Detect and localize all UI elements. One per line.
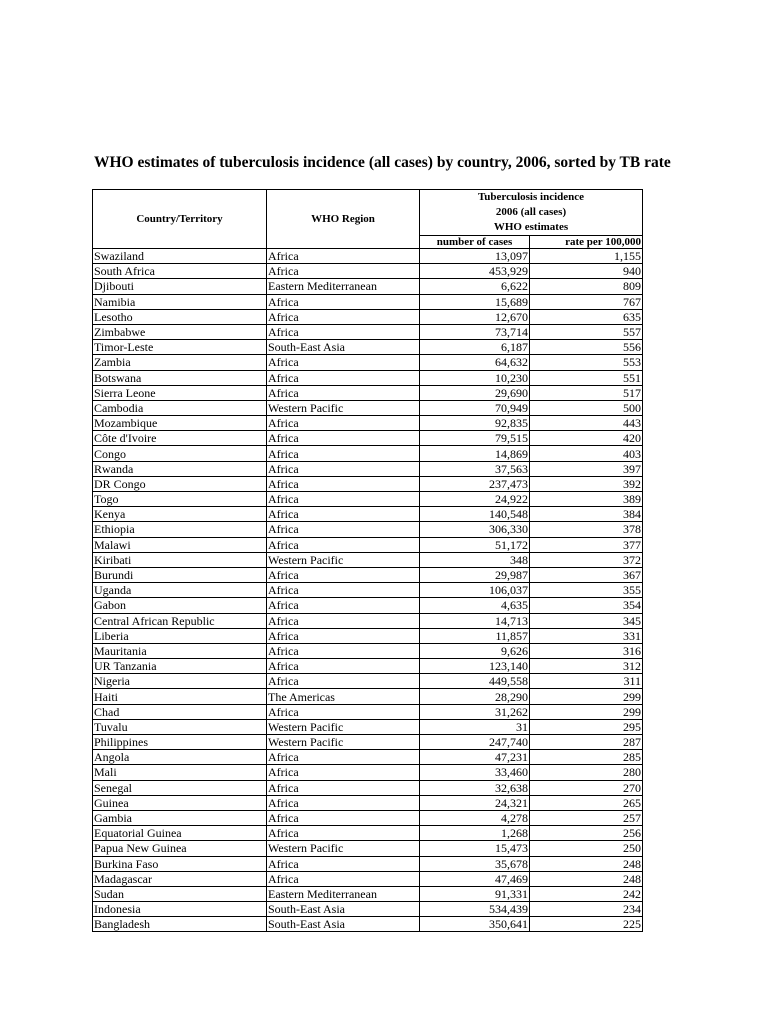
- region-cell: Eastern Mediterranean: [267, 279, 420, 294]
- cases-cell: 140,548: [420, 507, 530, 522]
- table-row: [93, 476, 643, 491]
- cases-cell: 1,268: [420, 826, 530, 841]
- country-cell: Gabon: [93, 598, 267, 613]
- region-cell: Africa: [267, 826, 420, 841]
- header-incidence-line: 2006 (all cases): [495, 206, 567, 218]
- table-row: [93, 461, 643, 476]
- cases-cell: 24,321: [420, 795, 530, 810]
- table-row: [93, 598, 643, 613]
- rate-cell: 557: [530, 324, 643, 339]
- cases-cell: 306,330: [420, 522, 530, 537]
- table-row: [93, 552, 643, 567]
- cases-cell: 31,262: [420, 704, 530, 719]
- cases-cell: 79,515: [420, 431, 530, 446]
- rate-cell: 299: [530, 704, 643, 719]
- country-cell: Mozambique: [93, 416, 267, 431]
- cases-cell: 106,037: [420, 583, 530, 598]
- country-cell: Zimbabwe: [93, 324, 267, 339]
- region-cell: Western Pacific: [267, 400, 420, 415]
- rate-cell: 367: [530, 567, 643, 582]
- rate-cell: 378: [530, 522, 643, 537]
- region-cell: Africa: [267, 370, 420, 385]
- rate-cell: 312: [530, 659, 643, 674]
- region-cell: Africa: [267, 431, 420, 446]
- cases-cell: 91,331: [420, 886, 530, 901]
- table-row: [93, 613, 643, 628]
- table-row: [93, 309, 643, 324]
- rate-cell: 287: [530, 735, 643, 750]
- region-cell: Africa: [267, 507, 420, 522]
- region-cell: Africa: [267, 476, 420, 491]
- table-row: [93, 704, 643, 719]
- cases-cell: 123,140: [420, 659, 530, 674]
- cases-cell: 47,231: [420, 750, 530, 765]
- country-cell: Botswana: [93, 370, 267, 385]
- region-cell: Africa: [267, 704, 420, 719]
- cases-cell: 73,714: [420, 324, 530, 339]
- cases-cell: 92,835: [420, 416, 530, 431]
- country-cell: Congo: [93, 446, 267, 461]
- table-row: [93, 750, 643, 765]
- country-cell: Madagascar: [93, 871, 267, 886]
- country-cell: Malawi: [93, 537, 267, 552]
- region-cell: Africa: [267, 492, 420, 507]
- country-cell: Bangladesh: [93, 917, 267, 932]
- country-cell: Djibouti: [93, 279, 267, 294]
- rate-cell: 397: [530, 461, 643, 476]
- country-cell: Guinea: [93, 795, 267, 810]
- region-cell: Africa: [267, 461, 420, 476]
- rate-cell: 1,155: [530, 249, 643, 264]
- region-cell: Africa: [267, 249, 420, 264]
- table-row: [93, 583, 643, 598]
- cases-cell: 10,230: [420, 370, 530, 385]
- region-cell: Africa: [267, 659, 420, 674]
- table-row: [93, 841, 643, 856]
- region-cell: Africa: [267, 416, 420, 431]
- country-cell: Zambia: [93, 355, 267, 370]
- table-row: [93, 264, 643, 279]
- region-cell: South-East Asia: [267, 917, 420, 932]
- country-cell: Namibia: [93, 294, 267, 309]
- cases-cell: 28,290: [420, 689, 530, 704]
- rate-cell: 377: [530, 537, 643, 552]
- region-cell: Africa: [267, 324, 420, 339]
- table-row: [93, 567, 643, 582]
- table-row: [93, 719, 643, 734]
- country-cell: Indonesia: [93, 902, 267, 917]
- country-cell: Swaziland: [93, 249, 267, 264]
- cases-cell: 64,632: [420, 355, 530, 370]
- cases-cell: 449,558: [420, 674, 530, 689]
- rate-cell: 265: [530, 795, 643, 810]
- header-incidence: [420, 190, 643, 236]
- cases-cell: 31: [420, 719, 530, 734]
- rate-cell: 345: [530, 613, 643, 628]
- region-cell: Africa: [267, 309, 420, 324]
- header-region: WHO Region: [267, 190, 420, 249]
- table-row: [93, 492, 643, 507]
- region-cell: The Americas: [267, 689, 420, 704]
- region-cell: Africa: [267, 780, 420, 795]
- region-cell: Eastern Mediterranean: [267, 886, 420, 901]
- region-cell: Africa: [267, 598, 420, 613]
- cases-cell: 12,670: [420, 309, 530, 324]
- rate-cell: 225: [530, 917, 643, 932]
- table-row: [93, 416, 643, 431]
- table-row: [93, 446, 643, 461]
- region-cell: South-East Asia: [267, 340, 420, 355]
- region-cell: South-East Asia: [267, 902, 420, 917]
- country-cell: Lesotho: [93, 309, 267, 324]
- country-cell: Cambodia: [93, 400, 267, 415]
- tb-incidence-table: [92, 189, 643, 932]
- cases-cell: 51,172: [420, 537, 530, 552]
- table-row: [93, 537, 643, 552]
- country-cell: Angola: [93, 750, 267, 765]
- cases-cell: 9,626: [420, 643, 530, 658]
- rate-cell: 500: [530, 400, 643, 415]
- region-cell: Africa: [267, 810, 420, 825]
- table-row: [93, 643, 643, 658]
- cases-cell: 15,689: [420, 294, 530, 309]
- table-row: [93, 826, 643, 841]
- region-cell: Western Pacific: [267, 841, 420, 856]
- country-cell: Burkina Faso: [93, 856, 267, 871]
- cases-cell: 24,922: [420, 492, 530, 507]
- cases-cell: 6,622: [420, 279, 530, 294]
- country-cell: Papua New Guinea: [93, 841, 267, 856]
- cases-cell: 453,929: [420, 264, 530, 279]
- region-cell: Africa: [267, 750, 420, 765]
- table-row: [93, 340, 643, 355]
- country-cell: Togo: [93, 492, 267, 507]
- region-cell: Africa: [267, 264, 420, 279]
- rate-cell: 355: [530, 583, 643, 598]
- cases-cell: 15,473: [420, 841, 530, 856]
- table-row: [93, 431, 643, 446]
- header-incidence-line: Tuberculosis incidence: [477, 191, 585, 203]
- table-row: [93, 765, 643, 780]
- rate-cell: 299: [530, 689, 643, 704]
- rate-cell: 556: [530, 340, 643, 355]
- cases-cell: 14,869: [420, 446, 530, 461]
- cases-cell: 33,460: [420, 765, 530, 780]
- table-row: [93, 795, 643, 810]
- country-cell: Côte d'Ivoire: [93, 431, 267, 446]
- country-cell: Tuvalu: [93, 719, 267, 734]
- table-row: [93, 735, 643, 750]
- region-cell: Africa: [267, 522, 420, 537]
- country-cell: Mauritania: [93, 643, 267, 658]
- table-row: [93, 522, 643, 537]
- rate-cell: 384: [530, 507, 643, 522]
- rate-cell: 280: [530, 765, 643, 780]
- rate-cell: 372: [530, 552, 643, 567]
- country-cell: Sudan: [93, 886, 267, 901]
- rate-cell: 517: [530, 385, 643, 400]
- cases-cell: 32,638: [420, 780, 530, 795]
- region-cell: Africa: [267, 294, 420, 309]
- table-body: [93, 249, 643, 932]
- region-cell: Western Pacific: [267, 719, 420, 734]
- header-rate: rate per 100,000: [530, 236, 643, 249]
- table-row: [93, 294, 643, 309]
- rate-cell: 940: [530, 264, 643, 279]
- cases-cell: 534,439: [420, 902, 530, 917]
- cases-cell: 237,473: [420, 476, 530, 491]
- table-row: [93, 856, 643, 871]
- header-incidence-line: WHO estimates: [493, 221, 569, 233]
- rate-cell: 257: [530, 810, 643, 825]
- cases-cell: 348: [420, 552, 530, 567]
- region-cell: Africa: [267, 674, 420, 689]
- table-row: [93, 780, 643, 795]
- rate-cell: 420: [530, 431, 643, 446]
- cases-cell: 29,987: [420, 567, 530, 582]
- rate-cell: 248: [530, 871, 643, 886]
- rate-cell: 354: [530, 598, 643, 613]
- table-row: [93, 400, 643, 415]
- rate-cell: 256: [530, 826, 643, 841]
- rate-cell: 270: [530, 780, 643, 795]
- rate-cell: 250: [530, 841, 643, 856]
- cases-cell: 6,187: [420, 340, 530, 355]
- table-row: [93, 249, 643, 264]
- rate-cell: 392: [530, 476, 643, 491]
- rate-cell: 443: [530, 416, 643, 431]
- table-row: [93, 370, 643, 385]
- cases-cell: 4,278: [420, 810, 530, 825]
- country-cell: Mali: [93, 765, 267, 780]
- country-cell: Nigeria: [93, 674, 267, 689]
- country-cell: Equatorial Guinea: [93, 826, 267, 841]
- table-row: [93, 689, 643, 704]
- region-cell: Africa: [267, 795, 420, 810]
- country-cell: DR Congo: [93, 476, 267, 491]
- rate-cell: 331: [530, 628, 643, 643]
- cases-cell: 29,690: [420, 385, 530, 400]
- region-cell: Western Pacific: [267, 552, 420, 567]
- rate-cell: 311: [530, 674, 643, 689]
- country-cell: Senegal: [93, 780, 267, 795]
- table-row: [93, 886, 643, 901]
- table-row: [93, 628, 643, 643]
- cases-cell: 14,713: [420, 613, 530, 628]
- rate-cell: 234: [530, 902, 643, 917]
- country-cell: Sierra Leone: [93, 385, 267, 400]
- country-cell: Philippines: [93, 735, 267, 750]
- country-cell: Rwanda: [93, 461, 267, 476]
- rate-cell: 553: [530, 355, 643, 370]
- table-row: [93, 355, 643, 370]
- rate-cell: 809: [530, 279, 643, 294]
- table-row: [93, 324, 643, 339]
- region-cell: Africa: [267, 583, 420, 598]
- table-row: [93, 810, 643, 825]
- rate-cell: 285: [530, 750, 643, 765]
- country-cell: Uganda: [93, 583, 267, 598]
- region-cell: Africa: [267, 871, 420, 886]
- country-cell: Kiribati: [93, 552, 267, 567]
- cases-cell: 4,635: [420, 598, 530, 613]
- table-row: [93, 507, 643, 522]
- document-title: WHO estimates of tuberculosis incidence (all cases) by country, 2006, sorted by TB rate: [94, 154, 671, 171]
- country-cell: Chad: [93, 704, 267, 719]
- rate-cell: 295: [530, 719, 643, 734]
- region-cell: Africa: [267, 537, 420, 552]
- cases-cell: 247,740: [420, 735, 530, 750]
- cases-cell: 35,678: [420, 856, 530, 871]
- country-cell: Liberia: [93, 628, 267, 643]
- country-cell: Burundi: [93, 567, 267, 582]
- region-cell: Africa: [267, 355, 420, 370]
- country-cell: Central African Republic: [93, 613, 267, 628]
- region-cell: Africa: [267, 446, 420, 461]
- region-cell: Africa: [267, 385, 420, 400]
- region-cell: Africa: [267, 567, 420, 582]
- rate-cell: 242: [530, 886, 643, 901]
- region-cell: Africa: [267, 765, 420, 780]
- table-row: [93, 659, 643, 674]
- table-row: [93, 902, 643, 917]
- header-cases: number of cases: [420, 236, 530, 249]
- rate-cell: 389: [530, 492, 643, 507]
- region-cell: Africa: [267, 628, 420, 643]
- region-cell: Western Pacific: [267, 735, 420, 750]
- region-cell: Africa: [267, 856, 420, 871]
- header-country: Country/Territory: [93, 190, 267, 249]
- rate-cell: 635: [530, 309, 643, 324]
- cases-cell: 11,857: [420, 628, 530, 643]
- rate-cell: 551: [530, 370, 643, 385]
- rate-cell: 316: [530, 643, 643, 658]
- country-cell: South Africa: [93, 264, 267, 279]
- country-cell: Timor-Leste: [93, 340, 267, 355]
- country-cell: Ethiopia: [93, 522, 267, 537]
- region-cell: Africa: [267, 643, 420, 658]
- country-cell: Gambia: [93, 810, 267, 825]
- region-cell: Africa: [267, 613, 420, 628]
- table-row: [93, 385, 643, 400]
- table-row: [93, 917, 643, 932]
- rate-cell: 248: [530, 856, 643, 871]
- table-row: [93, 279, 643, 294]
- cases-cell: 70,949: [420, 400, 530, 415]
- cases-cell: 13,097: [420, 249, 530, 264]
- table-row: [93, 871, 643, 886]
- country-cell: UR Tanzania: [93, 659, 267, 674]
- country-cell: Kenya: [93, 507, 267, 522]
- rate-cell: 767: [530, 294, 643, 309]
- country-cell: Haiti: [93, 689, 267, 704]
- rate-cell: 403: [530, 446, 643, 461]
- table-row: [93, 674, 643, 689]
- cases-cell: 37,563: [420, 461, 530, 476]
- cases-cell: 47,469: [420, 871, 530, 886]
- cases-cell: 350,641: [420, 917, 530, 932]
